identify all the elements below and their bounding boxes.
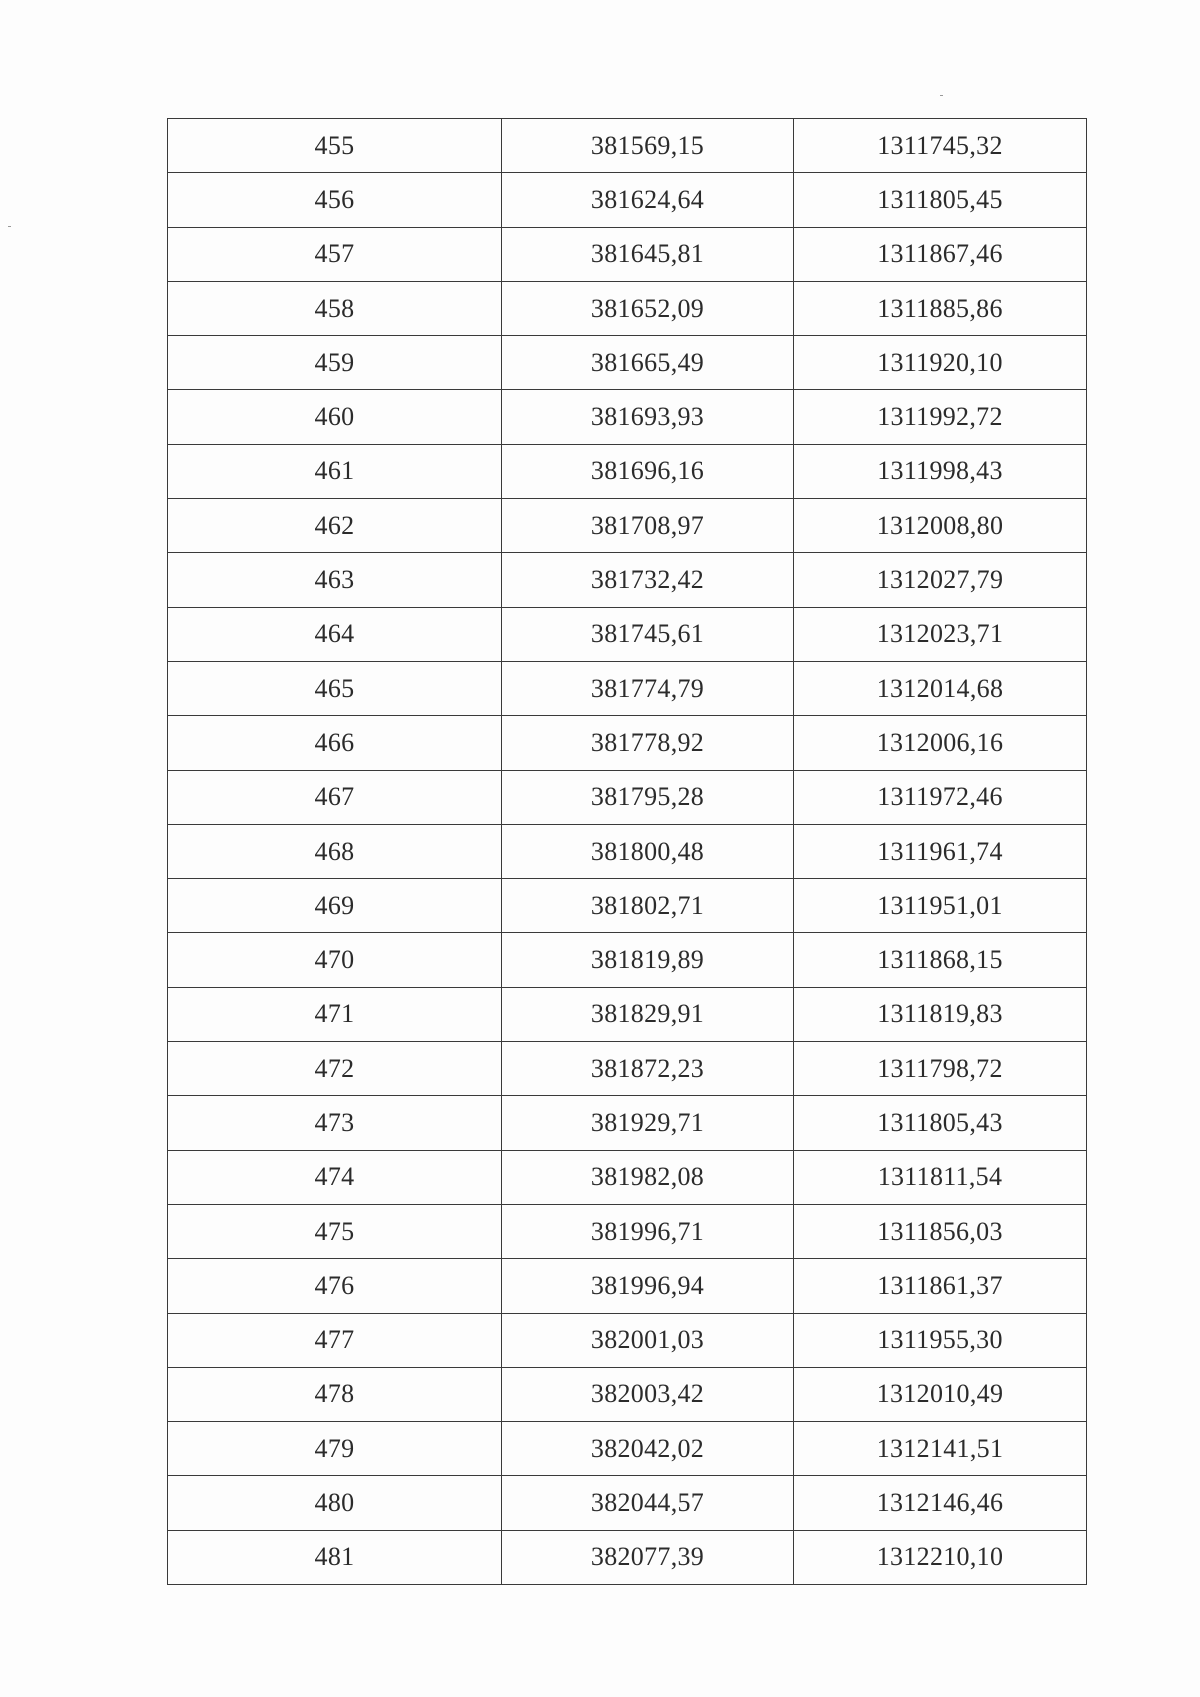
y-coordinate-cell: 1311819,83 <box>794 987 1087 1041</box>
y-coordinate-cell: 1311972,46 <box>794 770 1087 824</box>
point-number-cell: 466 <box>168 716 502 770</box>
point-number-cell: 471 <box>168 987 502 1041</box>
table-row <box>168 1042 1087 1096</box>
x-coordinate-cell: 381795,28 <box>502 770 794 824</box>
point-number-cell: 479 <box>168 1422 502 1476</box>
y-coordinate-cell: 1311955,30 <box>794 1313 1087 1367</box>
table-row <box>168 824 1087 878</box>
point-number-cell: 462 <box>168 499 502 553</box>
point-number-cell: 475 <box>168 1204 502 1258</box>
point-number-cell: 467 <box>168 770 502 824</box>
scan-speck <box>940 95 943 96</box>
x-coordinate-cell: 382077,39 <box>502 1530 794 1584</box>
x-coordinate-cell: 381819,89 <box>502 933 794 987</box>
y-coordinate-cell: 1312006,16 <box>794 716 1087 770</box>
x-coordinate-cell: 381996,94 <box>502 1259 794 1313</box>
y-coordinate-cell: 1311920,10 <box>794 336 1087 390</box>
y-coordinate-cell: 1311998,43 <box>794 444 1087 498</box>
point-number-cell: 465 <box>168 661 502 715</box>
table-row <box>168 1476 1087 1530</box>
x-coordinate-cell: 382003,42 <box>502 1367 794 1421</box>
point-number-cell: 473 <box>168 1096 502 1150</box>
y-coordinate-cell: 1311805,45 <box>794 173 1087 227</box>
table-row <box>168 1313 1087 1367</box>
point-number-cell: 463 <box>168 553 502 607</box>
x-coordinate-cell: 381982,08 <box>502 1150 794 1204</box>
y-coordinate-cell: 1312008,80 <box>794 499 1087 553</box>
scan-speck <box>8 226 11 227</box>
point-number-cell: 456 <box>168 173 502 227</box>
y-coordinate-cell: 1311868,15 <box>794 933 1087 987</box>
x-coordinate-cell: 381829,91 <box>502 987 794 1041</box>
coordinates-table-body <box>168 119 1087 1585</box>
y-coordinate-cell: 1312141,51 <box>794 1422 1087 1476</box>
table-row <box>168 1367 1087 1421</box>
table-row <box>168 390 1087 444</box>
y-coordinate-cell: 1312146,46 <box>794 1476 1087 1530</box>
table-row <box>168 1259 1087 1313</box>
table-row <box>168 227 1087 281</box>
table-row <box>168 1422 1087 1476</box>
table-row <box>168 1150 1087 1204</box>
table-row <box>168 933 1087 987</box>
point-number-cell: 472 <box>168 1042 502 1096</box>
table-row <box>168 716 1087 770</box>
point-number-cell: 464 <box>168 607 502 661</box>
x-coordinate-cell: 382042,02 <box>502 1422 794 1476</box>
table-row <box>168 879 1087 933</box>
x-coordinate-cell: 381693,93 <box>502 390 794 444</box>
x-coordinate-cell: 381624,64 <box>502 173 794 227</box>
coordinates-table <box>167 118 1087 1585</box>
table-row <box>168 607 1087 661</box>
y-coordinate-cell: 1311992,72 <box>794 390 1087 444</box>
point-number-cell: 455 <box>168 119 502 173</box>
table-row <box>168 336 1087 390</box>
x-coordinate-cell: 381802,71 <box>502 879 794 933</box>
x-coordinate-cell: 381929,71 <box>502 1096 794 1150</box>
point-number-cell: 478 <box>168 1367 502 1421</box>
table-row <box>168 1096 1087 1150</box>
y-coordinate-cell: 1312010,49 <box>794 1367 1087 1421</box>
y-coordinate-cell: 1311856,03 <box>794 1204 1087 1258</box>
table-row <box>168 770 1087 824</box>
x-coordinate-cell: 381800,48 <box>502 824 794 878</box>
point-number-cell: 461 <box>168 444 502 498</box>
point-number-cell: 459 <box>168 336 502 390</box>
y-coordinate-cell: 1311798,72 <box>794 1042 1087 1096</box>
y-coordinate-cell: 1311867,46 <box>794 227 1087 281</box>
table-row <box>168 553 1087 607</box>
table-row <box>168 119 1087 173</box>
point-number-cell: 474 <box>168 1150 502 1204</box>
point-number-cell: 469 <box>168 879 502 933</box>
x-coordinate-cell: 381774,79 <box>502 661 794 715</box>
point-number-cell: 480 <box>168 1476 502 1530</box>
y-coordinate-cell: 1312014,68 <box>794 661 1087 715</box>
table-row <box>168 281 1087 335</box>
x-coordinate-cell: 381696,16 <box>502 444 794 498</box>
y-coordinate-cell: 1312210,10 <box>794 1530 1087 1584</box>
point-number-cell: 457 <box>168 227 502 281</box>
table-row <box>168 444 1087 498</box>
y-coordinate-cell: 1311951,01 <box>794 879 1087 933</box>
x-coordinate-cell: 381645,81 <box>502 227 794 281</box>
point-number-cell: 470 <box>168 933 502 987</box>
point-number-cell: 481 <box>168 1530 502 1584</box>
x-coordinate-cell: 381665,49 <box>502 336 794 390</box>
point-number-cell: 476 <box>168 1259 502 1313</box>
point-number-cell: 460 <box>168 390 502 444</box>
x-coordinate-cell: 382001,03 <box>502 1313 794 1367</box>
y-coordinate-cell: 1312023,71 <box>794 607 1087 661</box>
x-coordinate-cell: 381778,92 <box>502 716 794 770</box>
y-coordinate-cell: 1311811,54 <box>794 1150 1087 1204</box>
table-row <box>168 1530 1087 1584</box>
y-coordinate-cell: 1312027,79 <box>794 553 1087 607</box>
x-coordinate-cell: 381652,09 <box>502 281 794 335</box>
table-row <box>168 987 1087 1041</box>
y-coordinate-cell: 1311885,86 <box>794 281 1087 335</box>
point-number-cell: 477 <box>168 1313 502 1367</box>
point-number-cell: 468 <box>168 824 502 878</box>
table-row <box>168 1204 1087 1258</box>
table-row <box>168 661 1087 715</box>
table-row <box>168 499 1087 553</box>
point-number-cell: 458 <box>168 281 502 335</box>
x-coordinate-cell: 381569,15 <box>502 119 794 173</box>
table-row <box>168 173 1087 227</box>
x-coordinate-cell: 381872,23 <box>502 1042 794 1096</box>
y-coordinate-cell: 1311861,37 <box>794 1259 1087 1313</box>
x-coordinate-cell: 381996,71 <box>502 1204 794 1258</box>
x-coordinate-cell: 381732,42 <box>502 553 794 607</box>
x-coordinate-cell: 381708,97 <box>502 499 794 553</box>
x-coordinate-cell: 381745,61 <box>502 607 794 661</box>
y-coordinate-cell: 1311961,74 <box>794 824 1087 878</box>
y-coordinate-cell: 1311745,32 <box>794 119 1087 173</box>
x-coordinate-cell: 382044,57 <box>502 1476 794 1530</box>
y-coordinate-cell: 1311805,43 <box>794 1096 1087 1150</box>
